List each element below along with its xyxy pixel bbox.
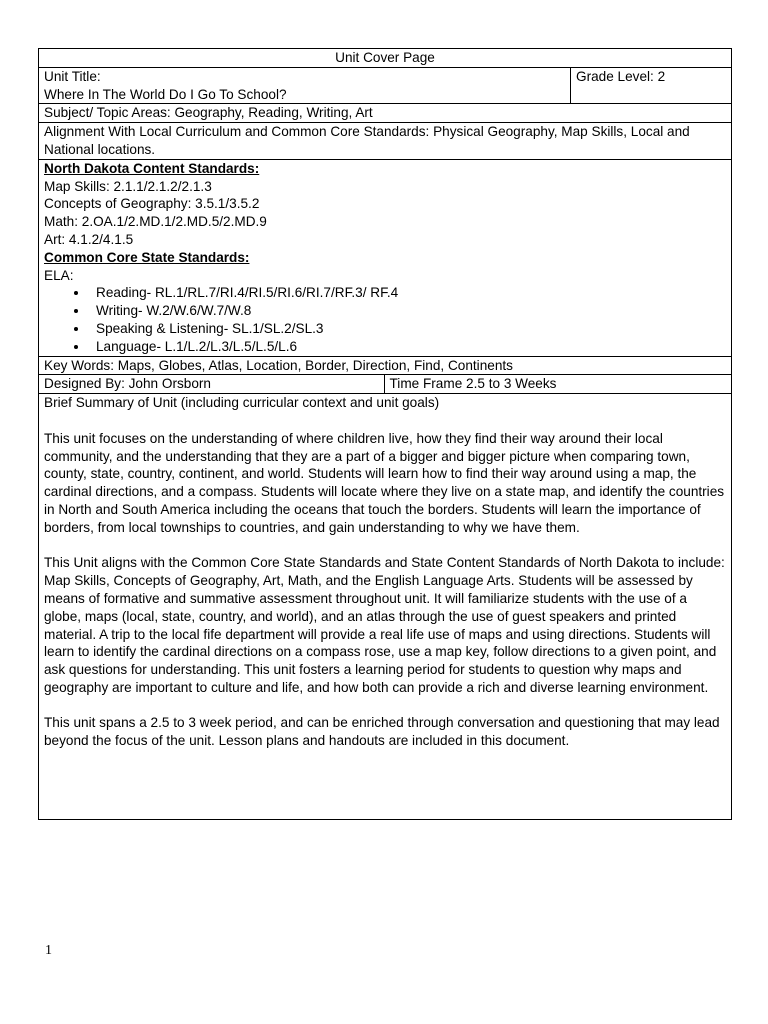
curriculum-alignment: Alignment With Local Curriculum and Common Core Standards: Physical Geography, Map Skills, Local and National locations. — [39, 123, 732, 160]
designer-time-row — [39, 375, 732, 394]
list-item: • Writing- W.2/W.6/W.7/W.8 — [89, 302, 726, 320]
summary-paragraph: This unit focuses on the understanding of where children live, how they find their way around their local community, and the understanding that they are a part of a bigger and bigger picture when comparing town, county, state, country, continent, and world. Students will learn how to find their way around using a map, the cardinal directions, and a compass. Students will locate where they live on a state map, and identify the countries in North and South America including the oceans that touch the borders. Students will learn the importance of borders, from local townships to countries, and gain understanding to why we have them. — [44, 430, 725, 535]
unit-summary — [39, 394, 732, 820]
designed-by: Designed By: John Orsborn — [44, 376, 211, 392]
designer-time-table — [39, 375, 731, 393]
summary-paragraph: This Unit aligns with the Common Core State Standards and State Content Standards of North Dakota to include: Map Skills, Concepts of Geography, Art, Math, and the English Language Arts. Students will be assessed by means of formative and summative assessment throughout unit. It will familiarize students with the use of a globe, maps (local, state, country, and world), and an atlas through the use of guest speakers and printed material. A trip to the local fife department will provide a real life use of maps and using directions. Students will learn to identify the cardinal directions on a compass rose, use a map key, follow directions to a given point, and ask questions for understanding. This unit fosters a learning period for students to question why maps and geography are important to culture and life, and how both can provide a rich and diverse learning environment. — [44, 555, 725, 695]
nd-standards-heading: North Dakota Content Standards: — [44, 160, 260, 176]
unit-title-value: Where In The World Do I Go To School? — [44, 86, 287, 102]
key-words: Key Words: Maps, Globes, Atlas, Location, Border, Direction, Find, Continents — [39, 356, 732, 375]
summary-heading: Brief Summary of Unit (including curricular context and unit goals) — [44, 395, 440, 411]
unit-cover-table — [38, 48, 732, 820]
cover-page-title: Unit Cover Page — [39, 49, 732, 68]
ccss-heading: Common Core State Standards: — [44, 249, 250, 265]
subject-areas: Subject/ Topic Areas: Geography, Reading, Writing, Art — [39, 104, 732, 123]
grade-level: Grade Level: 2 — [571, 67, 732, 104]
page-number: 1 — [45, 943, 52, 958]
summary-paragraph: This unit spans a 2.5 to 3 week period, and can be enriched through conversation and questioning that may lead beyond the focus of the unit. Lesson plans and handouts are included in this document. — [44, 715, 720, 749]
ela-standards-list — [44, 284, 726, 355]
unit-title-cell — [39, 67, 571, 104]
list-item: • Language- L.1/L.2/L.3/L.5/L.5/L.6 — [89, 338, 726, 356]
standards-cell — [39, 159, 732, 356]
nd-standard-line: Art: 4.1.2/4.1.5 — [44, 231, 134, 247]
list-item: • Reading- RL.1/RL.7/RI.4/RI.5/RI.6/RI.7/RF.3/ RF.4 — [89, 284, 726, 302]
list-item: • Speaking & Listening- SL.1/SL.2/SL.3 — [89, 320, 726, 338]
nd-standard-line: Map Skills: 2.1.1/2.1.2/2.1.3 — [44, 178, 212, 194]
time-frame: Time Frame 2.5 to 3 Weeks — [384, 375, 731, 393]
ela-label: ELA: — [44, 267, 74, 283]
nd-standard-line: Concepts of Geography: 3.5.1/3.5.2 — [44, 196, 260, 212]
nd-standard-line: Math: 2.OA.1/2.MD.1/2.MD.5/2.MD.9 — [44, 214, 267, 230]
unit-title-label: Unit Title: — [44, 68, 101, 84]
